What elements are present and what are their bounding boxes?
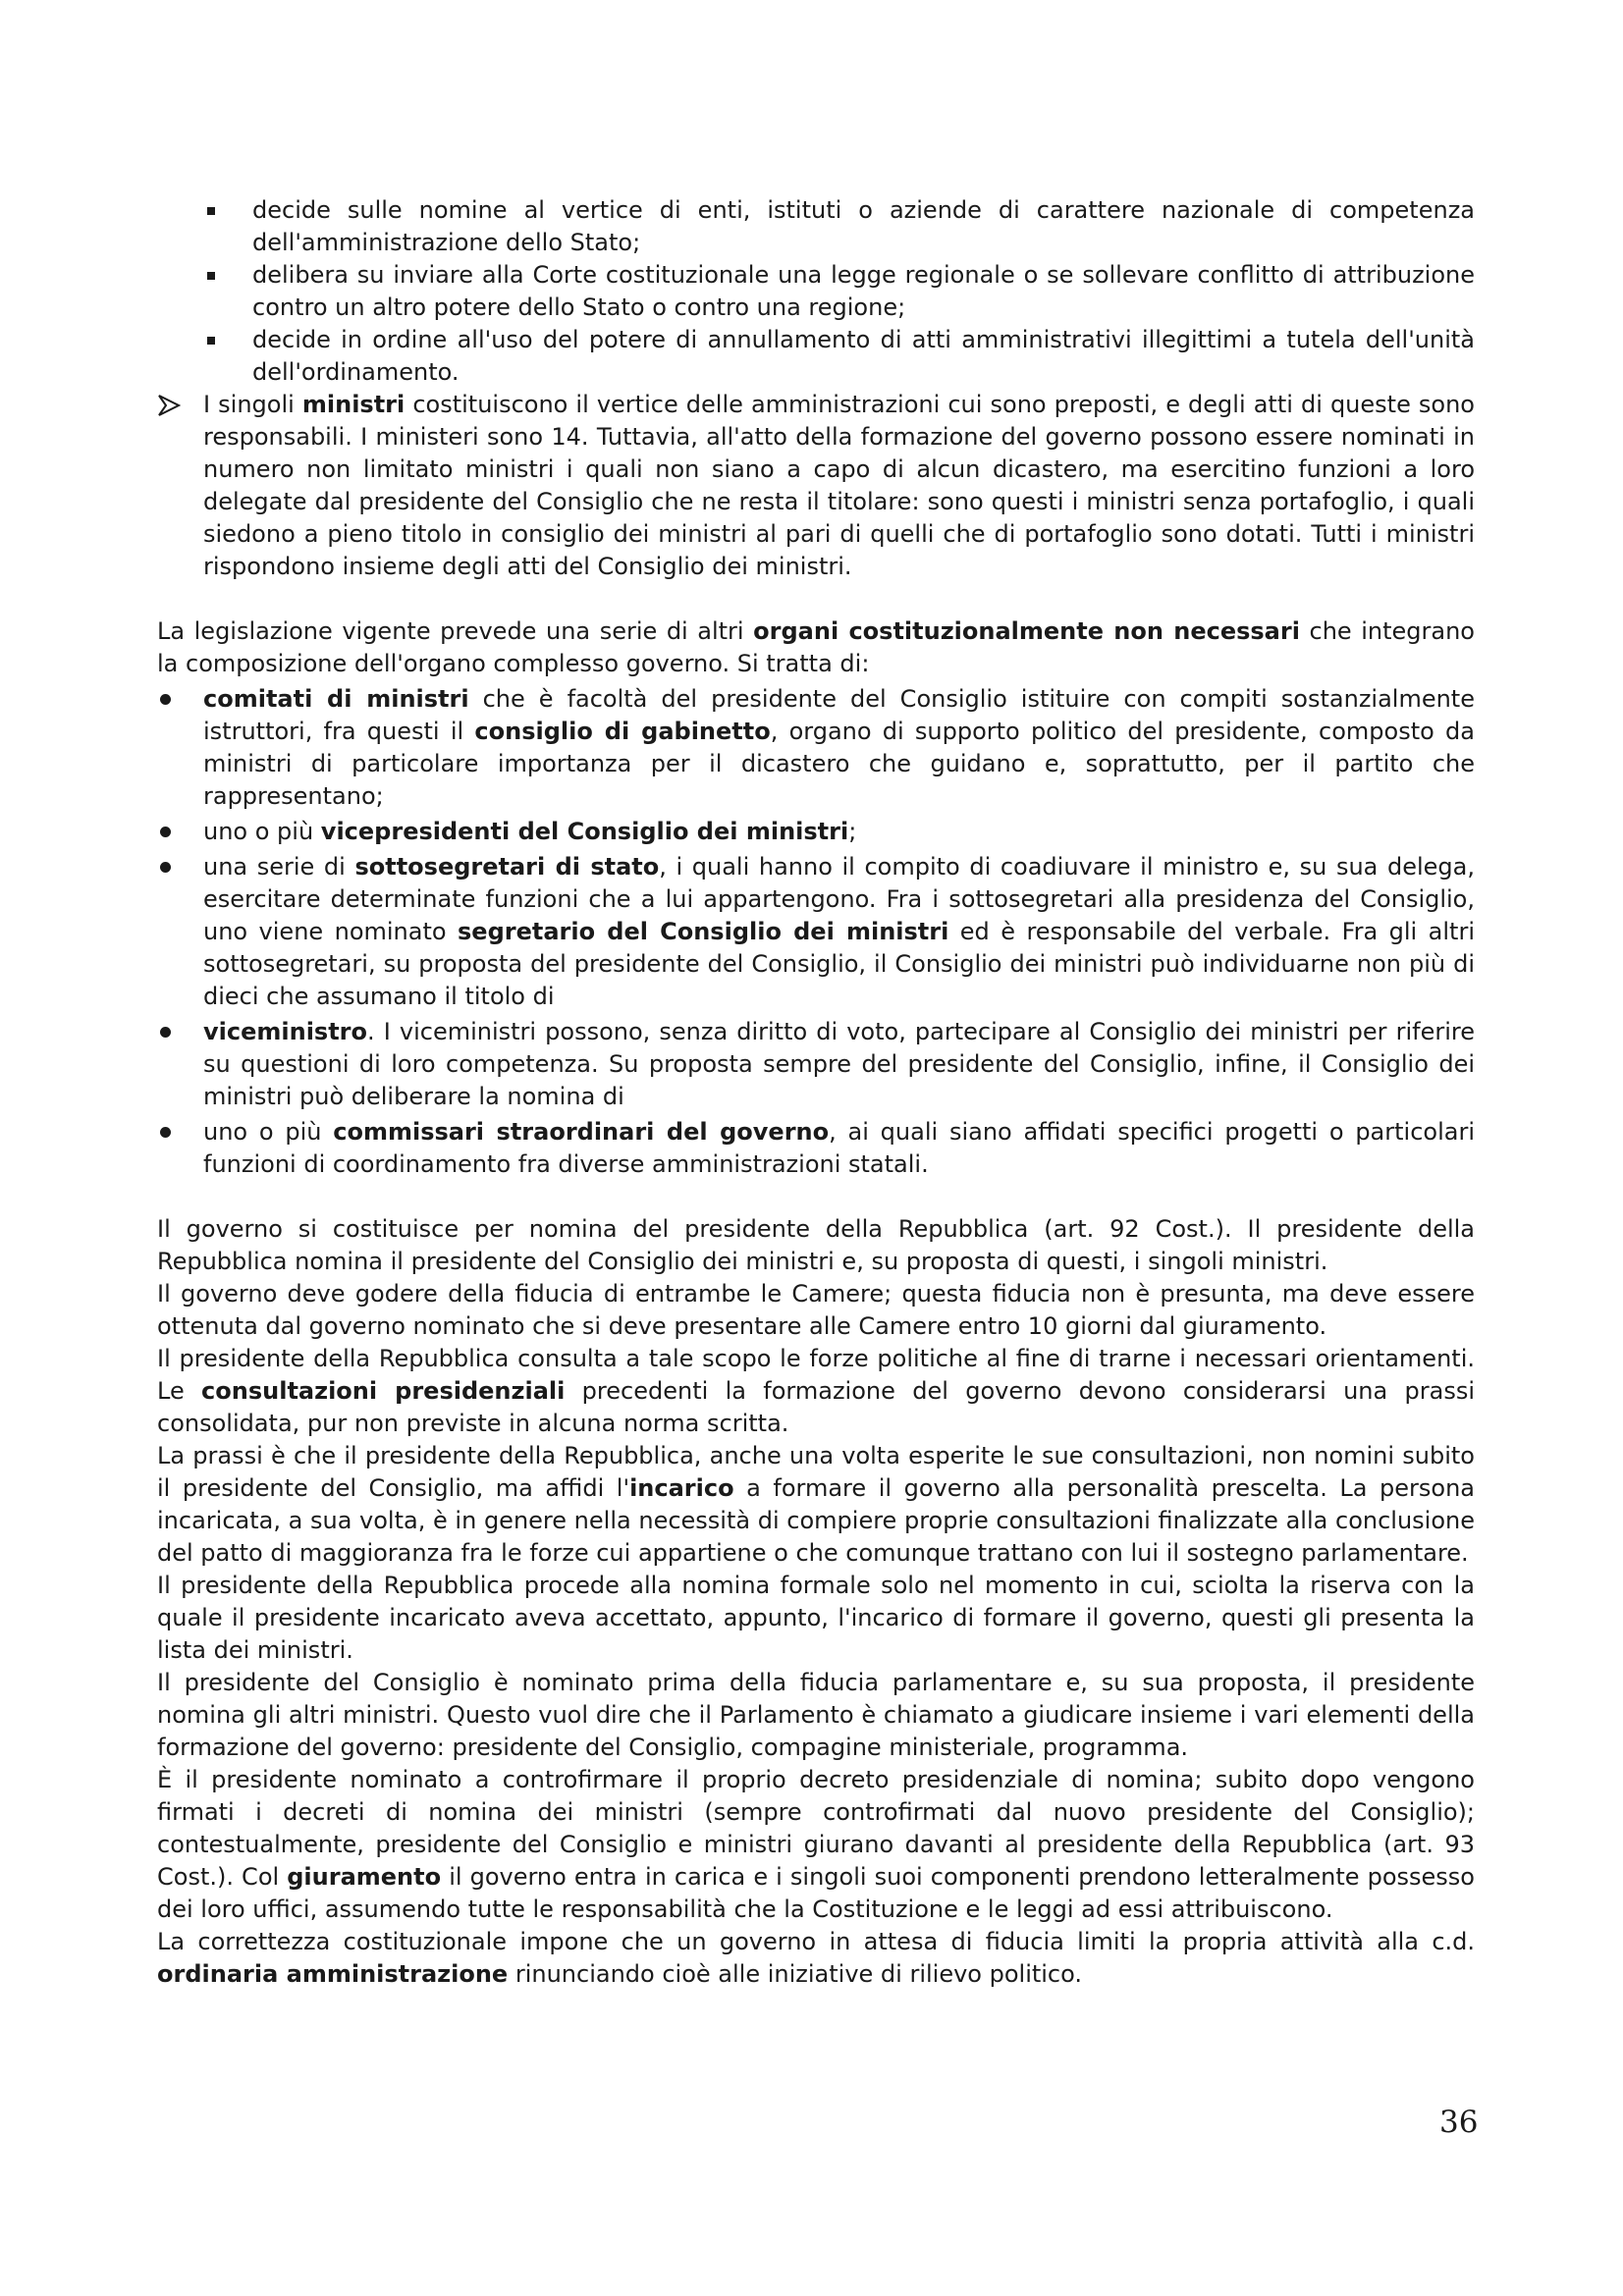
- page-number: 36: [1439, 2105, 1479, 2140]
- ministri-term: ministri: [301, 391, 406, 418]
- paragraph-ordinaria-amministrazione: La correttezza costituzionale impone che un governo in attesa di fiducia limiti la propria attività alla c.d. ordinaria amministrazione rinunciando cioè alle iniziative di rilievo politico.: [157, 1928, 1475, 1988]
- list-item-sottosegretari: una serie di sottosegretari di stato, i quali hanno il compito di coadiuvare il ministro e, su sua delega, esercitare determinate funzioni che a lui appartengono. Fra i sottosegretari alla presidenza del Consiglio, uno viene nominato segretario del Consiglio dei ministri ed è responsabile del verbale. Fra gli altri sottosegretari, su proposta del presidente del Consiglio, il Consiglio dei ministri può individuarne non più di dieci che assumano il titolo di: [157, 851, 1475, 1013]
- arrowhead-bullet-icon: [157, 394, 181, 417]
- list-item-comitati: comitati di ministri che è facoltà del presidente del Consiglio istituire con compiti sostanzialmente istruttori, fra questi il consiglio di gabinetto, organo di supporto politico del presidente, composto da ministri di particolare importanza per il dicastero che guidano e, soprattutto, per il partito che rappresentano;: [157, 683, 1475, 813]
- paragraph-giuramento: È il presidente nominato a controfirmare il proprio decreto presidenziale di nomina; subito dopo vengono firmati i decreti di nomina dei ministri (sempre controfirmati dal nuovo presidente del Consiglio); contestualmente, presidente del Consiglio e ministri giurano davanti al presidente della Repubblica (art. 93 Cost.). Col giuramento il governo entra in carica e i singoli suoi componenti prendono letteralmente possesso dei loro uffici, assumendo tutte le responsabilità che la Costituzione e le leggi ad essi attribuiscono.: [157, 1766, 1475, 1923]
- paragraph-nomina-formale: Il presidente della Repubblica procede alla nomina formale solo nel momento in cui, sciolta la riserva con la quale il presidente incaricato aveva accettato, appunto, l'incarico di formare il governo, questi gli presenta la lista dei ministri.: [157, 1572, 1475, 1664]
- list-item: delibera su inviare alla Corte costituzionale una legge regionale o se sollevare conflitto di attribuzione contro un altro potere dello Stato o contro una regione;: [157, 259, 1475, 324]
- square-bullet-list: [157, 194, 1475, 389]
- list-item-viceministro: viceministro. I viceministri possono, senza diritto di voto, partecipare al Consiglio dei ministri per riferire su questioni di loro competenza. Su proposta sempre del presidente del Consiglio, infine, il Consiglio dei ministri può deliberare la nomina di: [157, 1016, 1475, 1113]
- paragraph-presidente-consiglio: Il presidente del Consiglio è nominato prima della fiducia parlamentare e, su sua proposta, il presidente nomina gli altri ministri. Questo vuol dire che il Parlamento è chiamato a giudicare insieme i vari elementi della formazione del governo: presidente del Consiglio, compagine ministeriale, programma.: [157, 1669, 1475, 1761]
- organi-term: organi costituzionalmente non necessari: [753, 617, 1300, 645]
- page-content: [157, 194, 1475, 1991]
- dot-bullet-list: [157, 683, 1475, 1181]
- organi-intro-paragraph: La legislazione vigente prevede una serie di altri organi costituzionalmente non necessari che integrano la composizione dell'organo complesso governo. Si tratta di:: [157, 617, 1475, 677]
- list-item-commissari: uno o più commissari straordinari del governo, ai quali siano affidati specifici progetti o particolari funzioni di coordinamento fra diverse amministrazioni statali.: [157, 1116, 1475, 1181]
- list-item-vicepresidenti: uno o più vicepresidenti del Consiglio dei ministri;: [157, 816, 1475, 848]
- ministri-paragraph: I singoli ministri costituiscono il vertice delle amministrazioni cui sono preposti, e degli atti di queste sono responsabili. I ministeri sono 14. Tuttavia, all'atto della formazione del governo possono essere nominati in numero non limitato ministri i quali non siano a capo di alcun dicastero, ma esercitino funzioni a loro delegate dal presidente del Consiglio che ne resta il titolare: sono questi i ministri senza portafoglio, i quali siedono a pieno titolo in consiglio dei ministri al pari di quelli che di portafoglio sono dotati. Tutti i ministri rispondono insieme degli atti del Consiglio dei ministri.: [157, 389, 1475, 583]
- paragraph-incarico: La prassi è che il presidente della Repubblica, anche una volta esperite le sue consultazioni, non nomini subito il presidente del Consiglio, ma affidi l'incarico a formare il governo alla personalità prescelta. La persona incaricata, a sua volta, è in genere nella necessità di compiere proprie consultazioni finalizzate alla conclusione del patto di maggioranza fra le forze cui appartiene o che comunque trattano con lui il sostegno parlamentare.: [157, 1442, 1475, 1567]
- list-item: decide in ordine all'uso del potere di annullamento di atti amministrativi illegittimi a tutela dell'unità dell'ordinamento.: [157, 324, 1475, 389]
- list-item: decide sulle nomine al vertice di enti, istituti o aziende di carattere nazionale di competenza dell'amministrazione dello Stato;: [157, 194, 1475, 259]
- paragraph-nomina: Il governo si costituisce per nomina del presidente della Repubblica (art. 92 Cost.). Il presidente della Repubblica nomina il presidente del Consiglio dei ministri e, su proposta di questi, i singoli ministri.: [157, 1215, 1475, 1275]
- paragraph-consultazioni: Il presidente della Repubblica consulta a tale scopo le forze politiche al fine di trarne i necessari orientamenti. Le consultazioni presidenziali precedenti la formazione del governo devono considerarsi una prassi consolidata, pur non previste in alcuna norma scritta.: [157, 1345, 1476, 1437]
- paragraph-fiducia: Il governo deve godere della fiducia di entrambe le Camere; questa fiducia non è presunta, ma deve essere ottenuta dal governo nominato che si deve presentare alle Camere entro 10 giorni dal giuramento.: [157, 1280, 1475, 1340]
